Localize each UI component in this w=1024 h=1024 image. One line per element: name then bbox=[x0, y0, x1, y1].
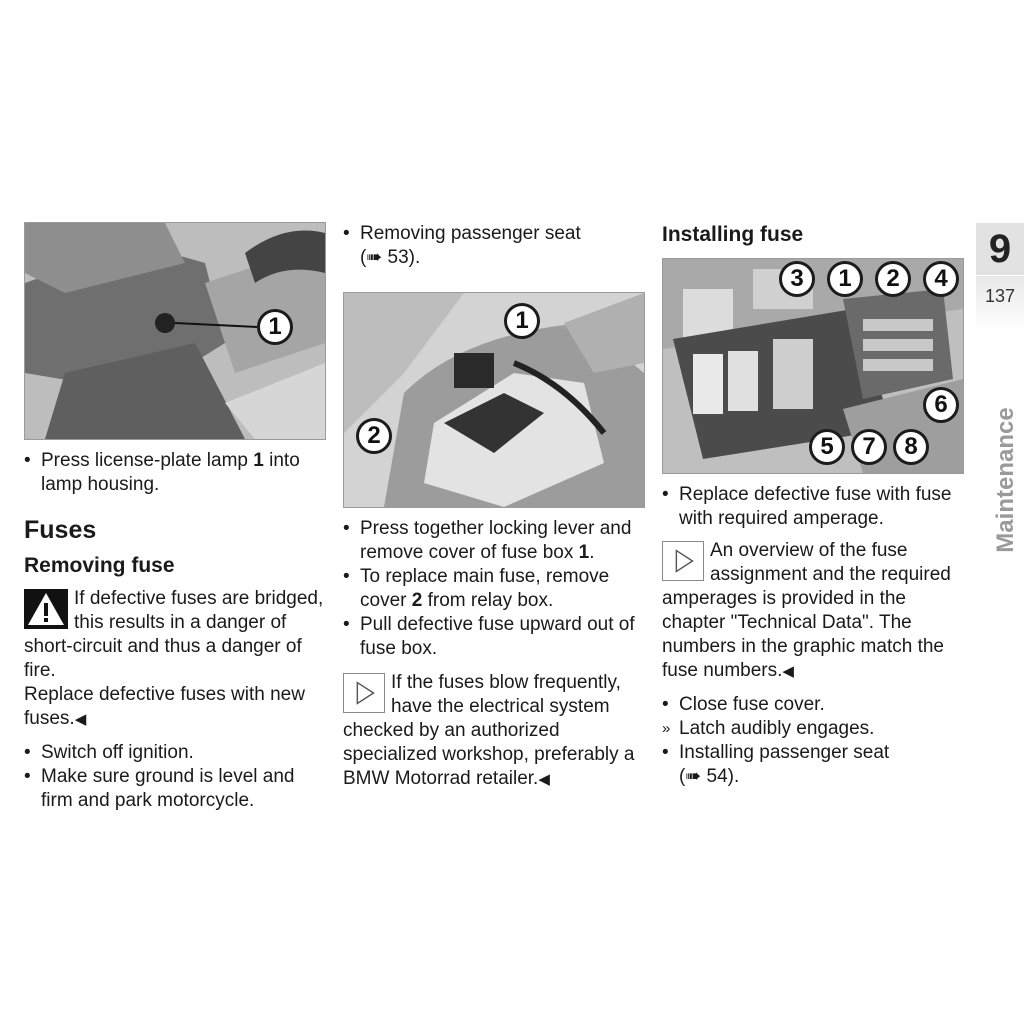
heading-fuses: Fuses bbox=[24, 516, 97, 544]
section-title: Maintenance bbox=[992, 407, 1019, 553]
step-text: Replace defective fuse with fuse with required amperage. bbox=[679, 484, 952, 529]
note-text-body: An overview of the fuse assignment and the required amperages is provided in the chapter "Technical Data". The numbers in the graphic match the fuse numbers. bbox=[662, 540, 951, 681]
chapter-number: 9 bbox=[976, 223, 1024, 275]
page-ref: 53). bbox=[387, 247, 421, 268]
note-text bbox=[343, 671, 643, 792]
step-ref-number: 1 bbox=[253, 450, 264, 471]
step-text: Make sure ground is level and firm and park motorcycle. bbox=[41, 766, 295, 811]
step-pull-fuse: • Pull defective fuse upward out of fuse box. bbox=[343, 614, 635, 659]
step-main-fuse: • To replace main fuse, remove cover 2 from relay box. bbox=[343, 566, 610, 611]
page-ref-arrow-icon: ➠ bbox=[366, 247, 383, 268]
step-install-seat: • Installing passenger seat (➠ 54). bbox=[662, 742, 890, 787]
step-ground: • Make sure ground is level and firm and park motorcycle. bbox=[24, 766, 295, 811]
step-text-end: from relay box. bbox=[422, 590, 554, 611]
end-mark-icon: ◀ bbox=[782, 663, 794, 680]
callout-2: 2 bbox=[356, 418, 392, 454]
photo-fuse-layout bbox=[662, 258, 964, 474]
step-text: Installing passenger seat bbox=[679, 742, 890, 763]
callout-4: 4 bbox=[923, 261, 959, 297]
result-text: Latch audibly engages. bbox=[679, 718, 875, 739]
note-text-body: If the fuses blow frequently, have the electrical system checked by an authorized specialized workshop, preferably a BMW Motorrad retailer. bbox=[343, 672, 635, 789]
page-number: 137 bbox=[976, 276, 1024, 330]
callout-7: 7 bbox=[851, 429, 887, 465]
callout-2: 2 bbox=[875, 261, 911, 297]
step-text: Close fuse cover. bbox=[679, 694, 825, 715]
warning-icon bbox=[24, 589, 68, 629]
page-ref: 54). bbox=[706, 766, 740, 787]
step-press-lever: • Press together locking lever and remove cover of fuse box 1. bbox=[343, 518, 632, 563]
step-ref-number: 2 bbox=[411, 590, 423, 611]
note-text bbox=[662, 539, 962, 684]
warning-text: If defective fuses are bridged, this results in a danger of short-circuit and thus a danger of fire. bbox=[24, 588, 324, 681]
page-ref-arrow-icon: ➠ bbox=[685, 766, 702, 787]
photo-license-plate-lamp bbox=[24, 222, 326, 440]
step-ref-number: 1 bbox=[578, 542, 590, 563]
replace-text bbox=[24, 683, 324, 732]
step-text: Press license-plate lamp bbox=[41, 450, 254, 471]
end-mark-icon: ◀ bbox=[538, 771, 550, 788]
step-close-cover: • Close fuse cover. bbox=[662, 694, 825, 715]
step-replace-fuse: • Replace defective fuse with fuse with required amperage. bbox=[662, 484, 952, 529]
callout-6: 6 bbox=[923, 387, 959, 423]
column-middle bbox=[343, 222, 643, 792]
step-ignition: • Switch off ignition. bbox=[24, 742, 194, 763]
note-icon bbox=[662, 541, 704, 581]
step-text: To replace main fuse, remove cover bbox=[360, 566, 610, 611]
callout-5: 5 bbox=[809, 429, 845, 465]
end-mark-icon: ◀ bbox=[74, 711, 87, 728]
step-press-lamp: • Press license-plate lamp 1 into lamp housing. bbox=[24, 450, 300, 495]
callout-1: 1 bbox=[827, 261, 863, 297]
replace-text-body: Replace defective fuses with new fuses. bbox=[24, 684, 305, 729]
photo-fuse-box bbox=[343, 292, 645, 508]
step-text: Press together locking lever and remove cover of fuse box bbox=[360, 518, 632, 563]
result-latch: » Latch audibly engages. bbox=[662, 718, 875, 739]
step-text: Switch off ignition. bbox=[41, 742, 194, 763]
step-text-end: into lamp housing. bbox=[41, 450, 300, 495]
step-text: Removing passenger seat bbox=[360, 223, 581, 244]
photo-fuse-box-image bbox=[344, 293, 644, 507]
note-icon bbox=[343, 673, 385, 713]
step-text-end: . bbox=[589, 542, 595, 563]
callout-3: 3 bbox=[779, 261, 815, 297]
heading-removing-fuse: Removing fuse bbox=[24, 554, 175, 577]
step-text: Pull defective fuse upward out of fuse box. bbox=[360, 614, 635, 659]
step-removing-seat: • Removing passenger seat (➠ 53). bbox=[343, 223, 581, 268]
column-right bbox=[662, 222, 962, 789]
callout-1: 1 bbox=[504, 303, 540, 339]
callout-8: 8 bbox=[893, 429, 929, 465]
callout-1: 1 bbox=[257, 309, 293, 345]
heading-installing-fuse: Installing fuse bbox=[662, 223, 804, 246]
column-left bbox=[24, 222, 324, 813]
